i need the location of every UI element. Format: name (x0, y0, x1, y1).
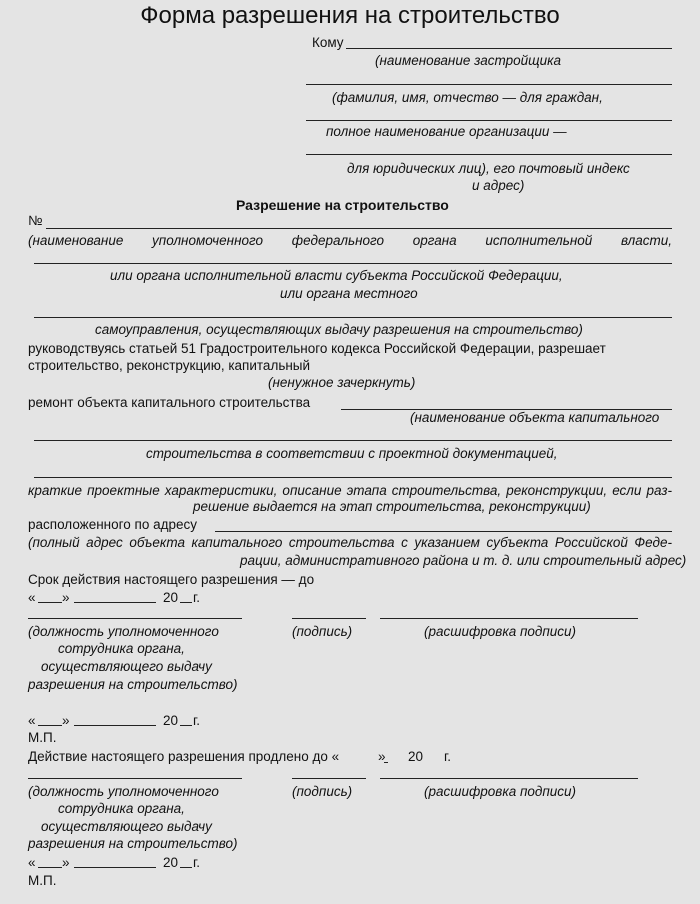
date-close-1: » (62, 590, 70, 605)
signature-hint-2: (подпись) (292, 784, 353, 799)
extension-year: 20 (408, 749, 424, 764)
month-field-1[interactable] (74, 602, 156, 603)
day-field-2[interactable] (38, 725, 62, 726)
authority-hint-3: или органа местного (280, 286, 418, 301)
to-hint-address: и адрес) (472, 178, 525, 193)
to-hint-developer: (наименование застройщика (375, 53, 561, 68)
extension-close: » (378, 749, 386, 764)
permit-heading: Разрешение на строительство (236, 197, 449, 213)
authority-hint-4: самоуправления, осуществляющих выдачу разрешения на строительство) (95, 322, 583, 337)
object-hint-1: (наименование объекта капитального (410, 410, 660, 425)
position-hint-4: разрешения на строительство) (28, 677, 238, 692)
position-hint-3: осуществляющего выдачу (41, 659, 212, 674)
day-field-3[interactable] (38, 867, 62, 868)
date-open-1: « (28, 590, 36, 605)
extension-year-suffix: г. (444, 749, 452, 764)
address-field-line[interactable] (215, 531, 672, 532)
month-field-2[interactable] (74, 725, 156, 726)
month-field-3[interactable] (74, 867, 156, 868)
object-field-line-3[interactable] (34, 477, 672, 478)
day-field-1[interactable] (38, 602, 62, 603)
decode-hint-2: (расшифровка подписи) (424, 784, 577, 799)
date-open-3: « (28, 855, 36, 870)
to-field-line-2[interactable] (306, 84, 672, 85)
object-hint-2: строительства в соответствии с проектной документацией, (146, 446, 558, 461)
address-hint-2: рации, административного района и т. д. или строительный адрес) (240, 553, 687, 568)
object-hint-3: краткие проектные характеристики, описание этапа строительства, реконструкции, если раз- (28, 483, 672, 498)
object-hint-4: решение выдается на этап строительства, реконструкции) (193, 499, 591, 514)
authority-field-line-2[interactable] (34, 317, 672, 318)
to-label: Кому (312, 35, 344, 50)
year-suffix-1: г. (193, 590, 201, 605)
to-hint-citizen: (фамилия, имя, отчество — для граждан, (332, 90, 603, 105)
year-field-3[interactable] (180, 867, 192, 868)
legal-basis-line-2: строительство, реконструкцию, капитальный (28, 358, 311, 373)
year-prefix-2: 20 (163, 713, 179, 728)
decode-field-2[interactable] (380, 778, 638, 779)
extension-label: Действие настоящего разрешения продлено до « (28, 749, 340, 764)
to-hint-legal: для юридических лиц), его почтовый индекс (347, 161, 630, 176)
position-hint-2-1: (должность уполномоченного (28, 784, 219, 799)
legal-basis-line-1: руководствуясь статьей 51 Градостроительного кодекса Российской Федерации, разрешает (28, 341, 606, 356)
decode-hint-1: (расшифровка подписи) (424, 624, 577, 639)
validity-label: Срок действия настоящего разрешения — до (28, 572, 315, 587)
repair-label: ремонт объекта капитального строительства (28, 395, 311, 410)
signature-hint-1: (подпись) (292, 624, 353, 639)
number-label: № (28, 213, 43, 228)
number-field-line[interactable] (46, 228, 672, 229)
authority-hint-1: (наименование уполномоченного федерального органа исполнительной власти, (28, 233, 672, 248)
decode-field-1[interactable] (380, 618, 638, 619)
position-hint-1: (должность уполномоченного (28, 624, 219, 639)
date-close-2: » (62, 713, 70, 728)
page-title: Форма разрешения на строительство (140, 2, 560, 29)
strike-hint: (ненужное зачеркнуть) (268, 375, 416, 390)
position-field-2[interactable] (28, 778, 242, 779)
year-suffix-2: г. (193, 713, 201, 728)
address-hint-1: (полный адрес объекта капитального строительства с указанием субъекта Российской Феде- (28, 535, 672, 550)
year-prefix-1: 20 (163, 590, 179, 605)
signature-field-2[interactable] (292, 778, 366, 779)
year-suffix-3: г. (193, 855, 201, 870)
stamp-1: М.П. (28, 730, 57, 745)
authority-hint-2: или органа исполнительной власти субъекта Российской Федерации, (110, 268, 563, 283)
address-label: расположенного по адресу (28, 517, 197, 532)
authority-field-line[interactable] (34, 263, 672, 264)
to-field-line-3[interactable] (306, 120, 672, 121)
position-field-1[interactable] (28, 618, 242, 619)
year-field-1[interactable] (180, 602, 192, 603)
to-field-line-4[interactable] (306, 154, 672, 155)
position-hint-2-3: осуществляющего выдачу (41, 819, 212, 834)
position-hint-2-2: сотрудника органа, (58, 801, 185, 816)
to-hint-organization: полное наименование организации — (326, 124, 567, 139)
position-hint-2-4: разрешения на строительство) (28, 836, 238, 851)
date-close-3: » (62, 855, 70, 870)
position-hint-2: сотрудника органа, (58, 641, 185, 656)
signature-field-1[interactable] (292, 618, 366, 619)
year-field-2[interactable] (180, 725, 192, 726)
object-field-line-2[interactable] (34, 440, 672, 441)
stamp-2: М.П. (28, 873, 57, 888)
date-open-2: « (28, 713, 36, 728)
to-field-line[interactable] (346, 48, 672, 49)
year-prefix-3: 20 (163, 855, 179, 870)
